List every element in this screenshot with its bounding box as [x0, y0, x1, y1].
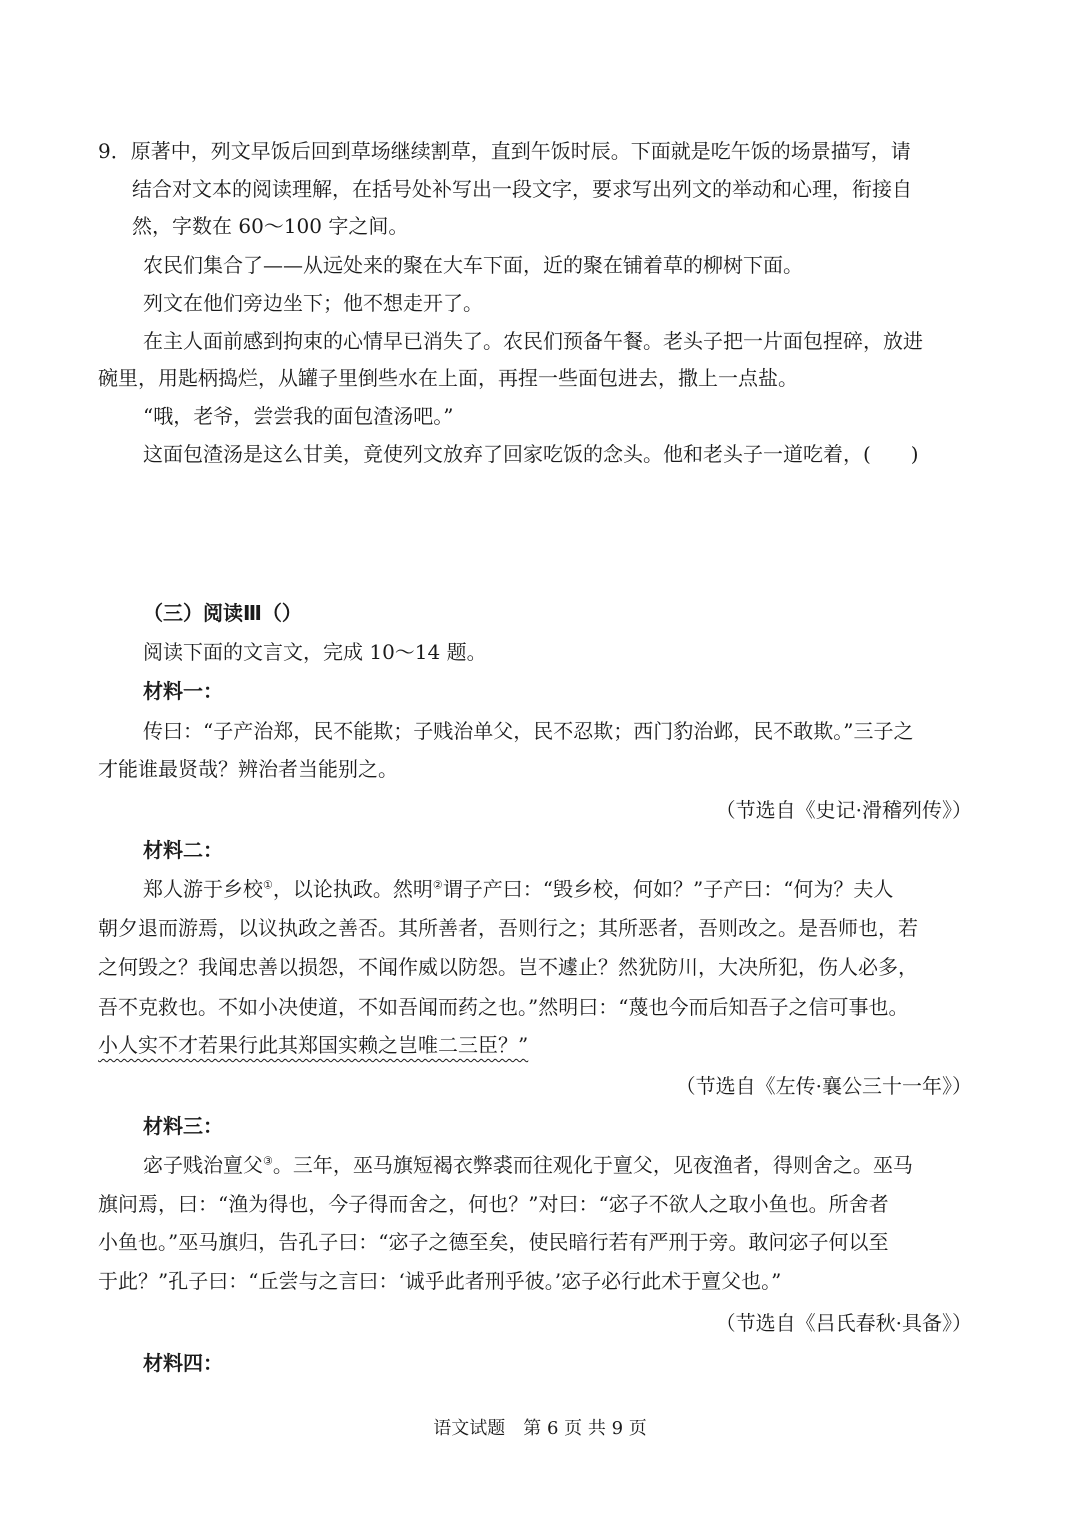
section3-title: （三）阅读Ⅲ（） — [143, 601, 302, 625]
q9-line-3: 然，字数在 60～100 字之间。 — [132, 214, 409, 238]
material2-source: （节选自《左传·襄公三十一年》） — [675, 1074, 972, 1098]
material3-line-1b: 。三年，巫马旗短褐衣弊裘而往观化于亶父，见夜渔者，得则舍之。巫马 — [272, 1153, 913, 1177]
material2-line-4: 吾不克救也。不如小决使道，不如吾闻而药之也。”然明曰：“蔑也今而后知吾子之信可事也。 — [98, 995, 909, 1019]
material3-line-1 — [143, 1151, 913, 1179]
material3-line-2: 旗问焉，曰：“渔为得也，今子得而舍之，何也？”对曰：“宓子不欲人之取小鱼也。所舍者 — [98, 1192, 889, 1216]
q9-passage-p5: 这面包渣汤是这么甘美，竟使列文放弃了回家吃饭的念头。他和老头子一道吃着，( ) — [143, 442, 919, 466]
material2-title: 材料二： — [143, 838, 223, 862]
material2-line-1b: ，以论执政。然明 — [272, 877, 433, 901]
material1-title: 材料一： — [143, 679, 223, 703]
page-footer: 语文试题 第 6 页 共 9 页 — [433, 1418, 647, 1439]
material2-line-1c: 谓子产曰：“毁乡校，何如？”子产曰：“何为？夫人 — [442, 877, 894, 901]
material2-line-1 — [143, 875, 893, 903]
section3-intro: 阅读下面的文言文，完成 10～14 题。 — [143, 640, 487, 664]
material2-line-3: 之何毁之？我闻忠善以损怨，不闻作威以防怨。岂不遽止？然犹防川，大决所犯，伤人必多， — [98, 955, 918, 979]
material3-source: （节选自《吕氏春秋·具备》） — [715, 1311, 972, 1335]
q9-passage-p4: “哦，老爷，尝尝我的面包渣汤吧。” — [143, 404, 454, 428]
q9-passage-p3b: 碗里，用匙柄捣烂，从罐子里倒些水在上面，再捏一些面包进去，撒上一点盐。 — [98, 366, 798, 390]
q9-passage-p1: 农民们集合了——从远处来的聚在大车下面，近的聚在铺着草的柳树下面。 — [143, 253, 803, 277]
q9-passage-p2: 列文在他们旁边坐下；他不想走开了。 — [143, 291, 483, 315]
q9-passage-p3a: 在主人面前感到拘束的心情早已消失了。农民们预备午餐。老头子把一片面包捏碎，放进 — [143, 329, 923, 353]
material1-line-2: 才能谁最贤哉？辨治者当能别之。 — [98, 757, 398, 781]
material1-source: （节选自《史记·滑稽列传》） — [715, 798, 972, 822]
material2-line-2: 朝夕退而游焉，以议执政之善否。其所善者，吾则行之；其所恶者，吾则改之。是吾师也，若 — [98, 916, 918, 940]
footnote-ref-3: ③ — [263, 1154, 273, 1168]
material1-line-1: 传曰：“子产治郑，民不能欺；子贱治单父，民不忍欺；西门豹治邺，民不敢欺。”三子之 — [143, 719, 914, 743]
material2-line-1a: 郑人游于乡校 — [143, 877, 263, 901]
q9-line-1: 9．原著中，列文早饭后回到草场继续割草，直到午饭时辰。下面就是吃午饭的场景描写，请 — [98, 139, 911, 163]
material3-line-4: 于此？”孔子曰：“丘尝与之言曰：‘诚乎此者刑乎彼。’宓子必行此术于亶父也。” — [98, 1269, 782, 1293]
footnote-ref-2: ② — [432, 878, 443, 892]
material2-line-5-underlined: 小人实不才若果行此其郑国实赖之岂唯二三臣？” — [98, 1033, 529, 1057]
footnote-ref-1: ① — [263, 878, 273, 892]
material3-line-1a: 宓子贱治亶父 — [143, 1153, 263, 1177]
material3-line-3: 小鱼也。”巫马旗归，告孔子曰：“宓子之德至矣，使民暗行若有严刑于旁。敢问宓子何以至 — [98, 1230, 889, 1254]
material3-title: 材料三： — [143, 1114, 223, 1138]
material4-title: 材料四： — [143, 1351, 223, 1375]
q9-line-2: 结合对文本的阅读理解，在括号处补写出一段文字，要求写出列文的举动和心理，衔接自 — [132, 177, 912, 201]
